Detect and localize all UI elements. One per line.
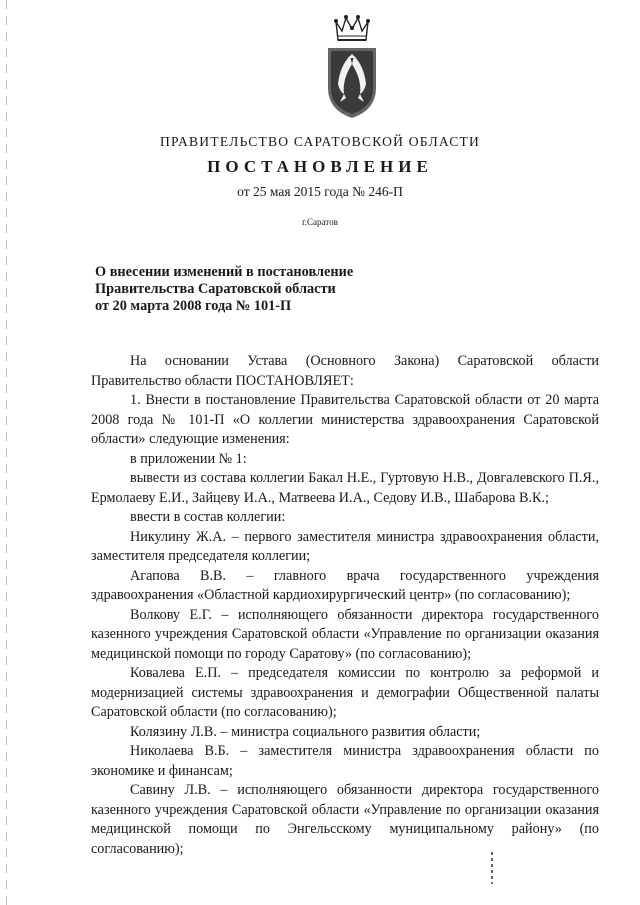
body-paragraph: Волкову Е.Г. – исполняющего обязанности директора государственного казенного учреждения Саратовской области «Управление по организации оказания медицинской помощи по городу Саратову» (по согласованию); <box>91 606 599 662</box>
subject-line: от 20 марта 2008 года № 101-П <box>95 298 292 314</box>
body-paragraph: вывести из состава коллегии Бакал Н.Е., Гуртовую Н.В., Довгалевского П.Я., Ермолаеву Е.И., Зайцеву И.А., Матвеева И.А., Седову И.В., Шабарова В.К.; <box>91 470 599 506</box>
scan-mark <box>491 852 493 884</box>
subject-line: О внесении изменений в постановление <box>95 264 354 280</box>
body-paragraph: ввести в состав коллегии: <box>130 509 286 525</box>
body-paragraph: Савину Л.В. – исполняющего обязанности директора государственного казенного учреждения Саратовской области «Управление по организации оказания медицинской помощи по Энгельсскому муниципальному району» (по согласованию); <box>91 782 599 857</box>
body-paragraph: Ковалева Е.П. – председателя комиссии по контролю за реформой и модернизацией системы здравоохранения и демографии Общественной палаты Саратовской области (по согласованию); <box>91 665 599 720</box>
document-body <box>91 352 599 859</box>
document-type: ПОСТАНОВЛЕНИЕ <box>207 157 433 176</box>
document-subject <box>95 264 425 315</box>
body-paragraph: Николаева В.Б. – заместителя министра здравоохранения области по экономике и финансам; <box>91 743 599 779</box>
body-paragraph: в приложении № 1: <box>130 450 247 467</box>
body-paragraph: Колязину Л.В. – министра социального развития области; <box>130 723 481 740</box>
body-paragraph: Никулину Ж.А. – первого заместителя министра здравоохранения области, заместителя председателя коллегии; <box>91 528 599 564</box>
body-paragraph: Агапова В.В. – главного врача государственного учреждения здравоохранения «Областной кардиохирургический центр» (по согласованию); <box>91 567 599 603</box>
body-paragraph: 1. Внести в постановление Правительства Саратовской области от 20 марта 2008 года № 101-П «О коллегии министерства здравоохранения Саратовской области» следующие изменения: <box>91 392 599 447</box>
saratov-coat-of-arms-icon <box>322 14 382 122</box>
city-name: г.Саратов <box>302 217 338 227</box>
date-number: от 25 мая 2015 года № 246-П <box>237 184 403 199</box>
government-title: ПРАВИТЕЛЬСТВО САРАТОВСКОЙ ОБЛАСТИ <box>159 134 481 149</box>
body-paragraph: На основании Устава (Основного Закона) Саратовской области Правительство области ПОСТАНОВЛЯЕТ: <box>91 353 599 389</box>
subject-line: Правительства Саратовской области <box>95 281 336 297</box>
